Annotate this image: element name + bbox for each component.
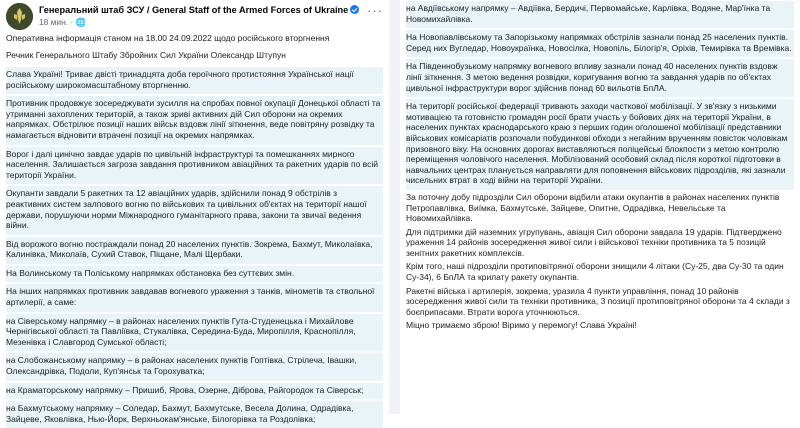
post-paragraph: На території російської федерації тривають заходи часткової мобілізації. У зв'язку з низькими мотивацією та готовністю громадян росії брати участь у бойових діях на території України, в населених пунктах краснодарського краю з перших годин оголошеної мобілізації представники військових комісаріатів розпочали побудинкові обходи з негайним врученням повісток чоловікам призовного віку. На основних дорогах виставляються поліцейські блокпости з метою контролю переміщення чоловічого населення. Мобілізований особовий склад після короткої підготовки в навчальних центрах планується направляти для поповнення військових підрозділів, які зазнали чисельних втрат в ході війни на території України. xyxy=(406,101,788,186)
post-paragraph: на Сіверському напрямку – в районах населених пунктів Гута-Студенецька і Михайлове Чернігівської області та Павліївка, Стукалівка, Середина-Буда, Миропілля, Краснопілля, Мезенівка і Славгород Сумської області; xyxy=(6,315,356,347)
post-paragraph: Слава Україні! Триває двісті тринадцята доба героїчного протистояння Української нації російському широкомасштабному вторгненню. xyxy=(6,68,354,90)
post-left-column xyxy=(0,0,389,424)
post-right-column xyxy=(400,0,800,414)
post-paragraph: Ракетні війська і артилерія, зокрема, уразила 4 пункти управління, понад 10 районів зосередження живої сили та техніки противника, 3 позиції протиповітряної оборони та 4 склади з боєприпасами. Втрати ворога уточнюються. xyxy=(406,285,790,317)
highlighted-block xyxy=(6,67,383,94)
post-meta: Генеральний штаб ЗСУ / General Staff of the Armed Forces of Ukraine 18 мин. · 🌐 xyxy=(39,3,367,28)
post-paragraph: На Новопавлівському та Запорізькому напрямках обстрілів зазнали понад 25 населених пунктів. Серед них Вугледар, Новоукраїнка, Новосілка, Новопіль, Білогір'я, Оріхів, Темирівка та Времівка. xyxy=(406,32,792,53)
post-paragraph: Крім того, наші підрозділи протиповітряної оборони знищили 4 літаки (Су-25, два Су-30 та один Су-34), 6 БпЛА та крилату ракету окупантів. xyxy=(406,261,784,283)
post-paragraph: на Слобожанському напрямку – в районах населених пунктів Гоптівка, Стрілеча, Івашки, Олександрівка, Подоли, Куп'янськ та Горохуватка; xyxy=(6,355,357,377)
highlighted-block xyxy=(6,284,383,311)
highlighted-block xyxy=(6,383,383,400)
highlighted-block xyxy=(6,401,383,428)
highlighted-block xyxy=(406,1,794,28)
highlighted-block xyxy=(6,237,383,264)
author-name[interactable]: Генеральний штаб ЗСУ / General Staff of the Armed Forces of Ukraine xyxy=(39,5,349,15)
highlighted-block xyxy=(406,99,794,190)
highlighted-block xyxy=(406,30,794,57)
post-paragraph: Для підтримки дій наземних угрупувань, авіація Сил оборони завдала 19 ударів. Підтверджено ураження 14 районів зосередження живої сили і військової техніки противника та 5 позицій зенітних ракетних комплексів. xyxy=(406,226,782,258)
post-paragraph: Міцно тримаємо зброю! Віримо у перемогу! Слава Україні! xyxy=(406,320,637,331)
post-paragraph: За поточну добу підрозділи Сил оборони відбили атаки окупантів в районах населених пунктів Петропавлівка, Виїмка, Бахмутське, Зайцеве, Опитне, Одрадівка, Невельське та Новомихайлівка. xyxy=(406,191,780,224)
post-paragraph: На Південнобузькому напрямку вогневого впливу зазнали понад 40 населених пунктів вздовж лінії зіткнення. З метою ведення розвідки, коригування вогню та завдання ударів по об'єктах цивільної інфраструктури ворог здійснив понад 60 вильотів БпЛА. xyxy=(406,61,778,93)
post-paragraph: на Бахмутському напрямку – Соледар, Бахмут, Бахмутське, Весела Долина, Одрадівка, Зайцеве, Яковлівка, Нью-Йорк, Верхньокам'янське, Білогорівка та Роздолівка; xyxy=(6,403,354,424)
verified-badge-icon xyxy=(350,5,359,14)
highlighted-block xyxy=(6,353,383,380)
post-paragraph: на Авдіївському напрямку – Авдіївка, Бердичі, Первомайське, Карлівка, Водяне, Мар'їнка та Новомихайлівка. xyxy=(406,3,771,24)
post-paragraph: Оперативна інформація станом на 18.00 24.09.2022 щодо російського вторгнення xyxy=(6,33,330,43)
highlighted-block xyxy=(6,266,383,283)
highlighted-block xyxy=(6,147,383,185)
post-time[interactable]: 18 мин. xyxy=(39,17,69,27)
general-staff-emblem-icon xyxy=(6,3,33,30)
post-paragraph: Противник продовжує зосереджувати зусилля на спробах повної окупації Донецької області та утриманні захоплених територій, а також зриві активних дій Сил оборони на окремих напрямках. Обстрілює позиції наших військ вздовж лінії зіткнення, веде повітряну розвідку та намагається відновити втрачені позиції на окремих напрямках. xyxy=(6,98,381,140)
highlighted-block xyxy=(406,59,794,97)
page-avatar[interactable] xyxy=(6,3,33,30)
post-paragraph: Окупанти завдали 5 ракетних та 12 авіаційних ударів, здійснили понад 9 обстрілів з реактивних систем залпового вогню по військових та цивільних об'єктах на території нашої держави, порушуючи норми Міжнародного гуманітарного права, закони та звичаї ведення війни. xyxy=(6,188,367,231)
post-paragraph: Речник Генерального Штабу Збройних Сил України Олександр Штупун xyxy=(6,49,286,60)
post-paragraph: Від ворожого вогню постраждали понад 20 населених пунктів. Зокрема, Бахмут, Миколаївка, Калинівка, Миколаїв, Сухий Ставок, Піщане, Малі Щербаки. xyxy=(6,238,373,260)
globe-icon: 🌐 xyxy=(75,17,86,27)
column-divider xyxy=(389,0,400,414)
ellipsis-icon[interactable]: ··· xyxy=(367,3,383,18)
post-paragraph: На Волинському та Поліському напрямках обстановка без суттєвих змін. xyxy=(6,267,295,278)
post-paragraph: На інших напрямках противник завдавав вогневого ураження з танків, мінометів та ствольної артилерії, а саме: xyxy=(6,286,375,308)
post-paragraph: Ворог і далі цинічно завдає ударів по цивільній інфраструктурі та помешканнях мирного населення. Залишається загроза завдання противником авіаційних та ракетних ударів по всій території України. xyxy=(6,148,378,180)
post-header xyxy=(6,3,383,33)
highlighted-block xyxy=(6,96,383,144)
post-paragraph: на Краматорському напрямку – Пришиб, Ярова, Озерне, Діброва, Райгородок та Сіверськ; xyxy=(6,384,364,395)
highlighted-block xyxy=(6,314,383,352)
highlighted-block xyxy=(6,186,383,234)
